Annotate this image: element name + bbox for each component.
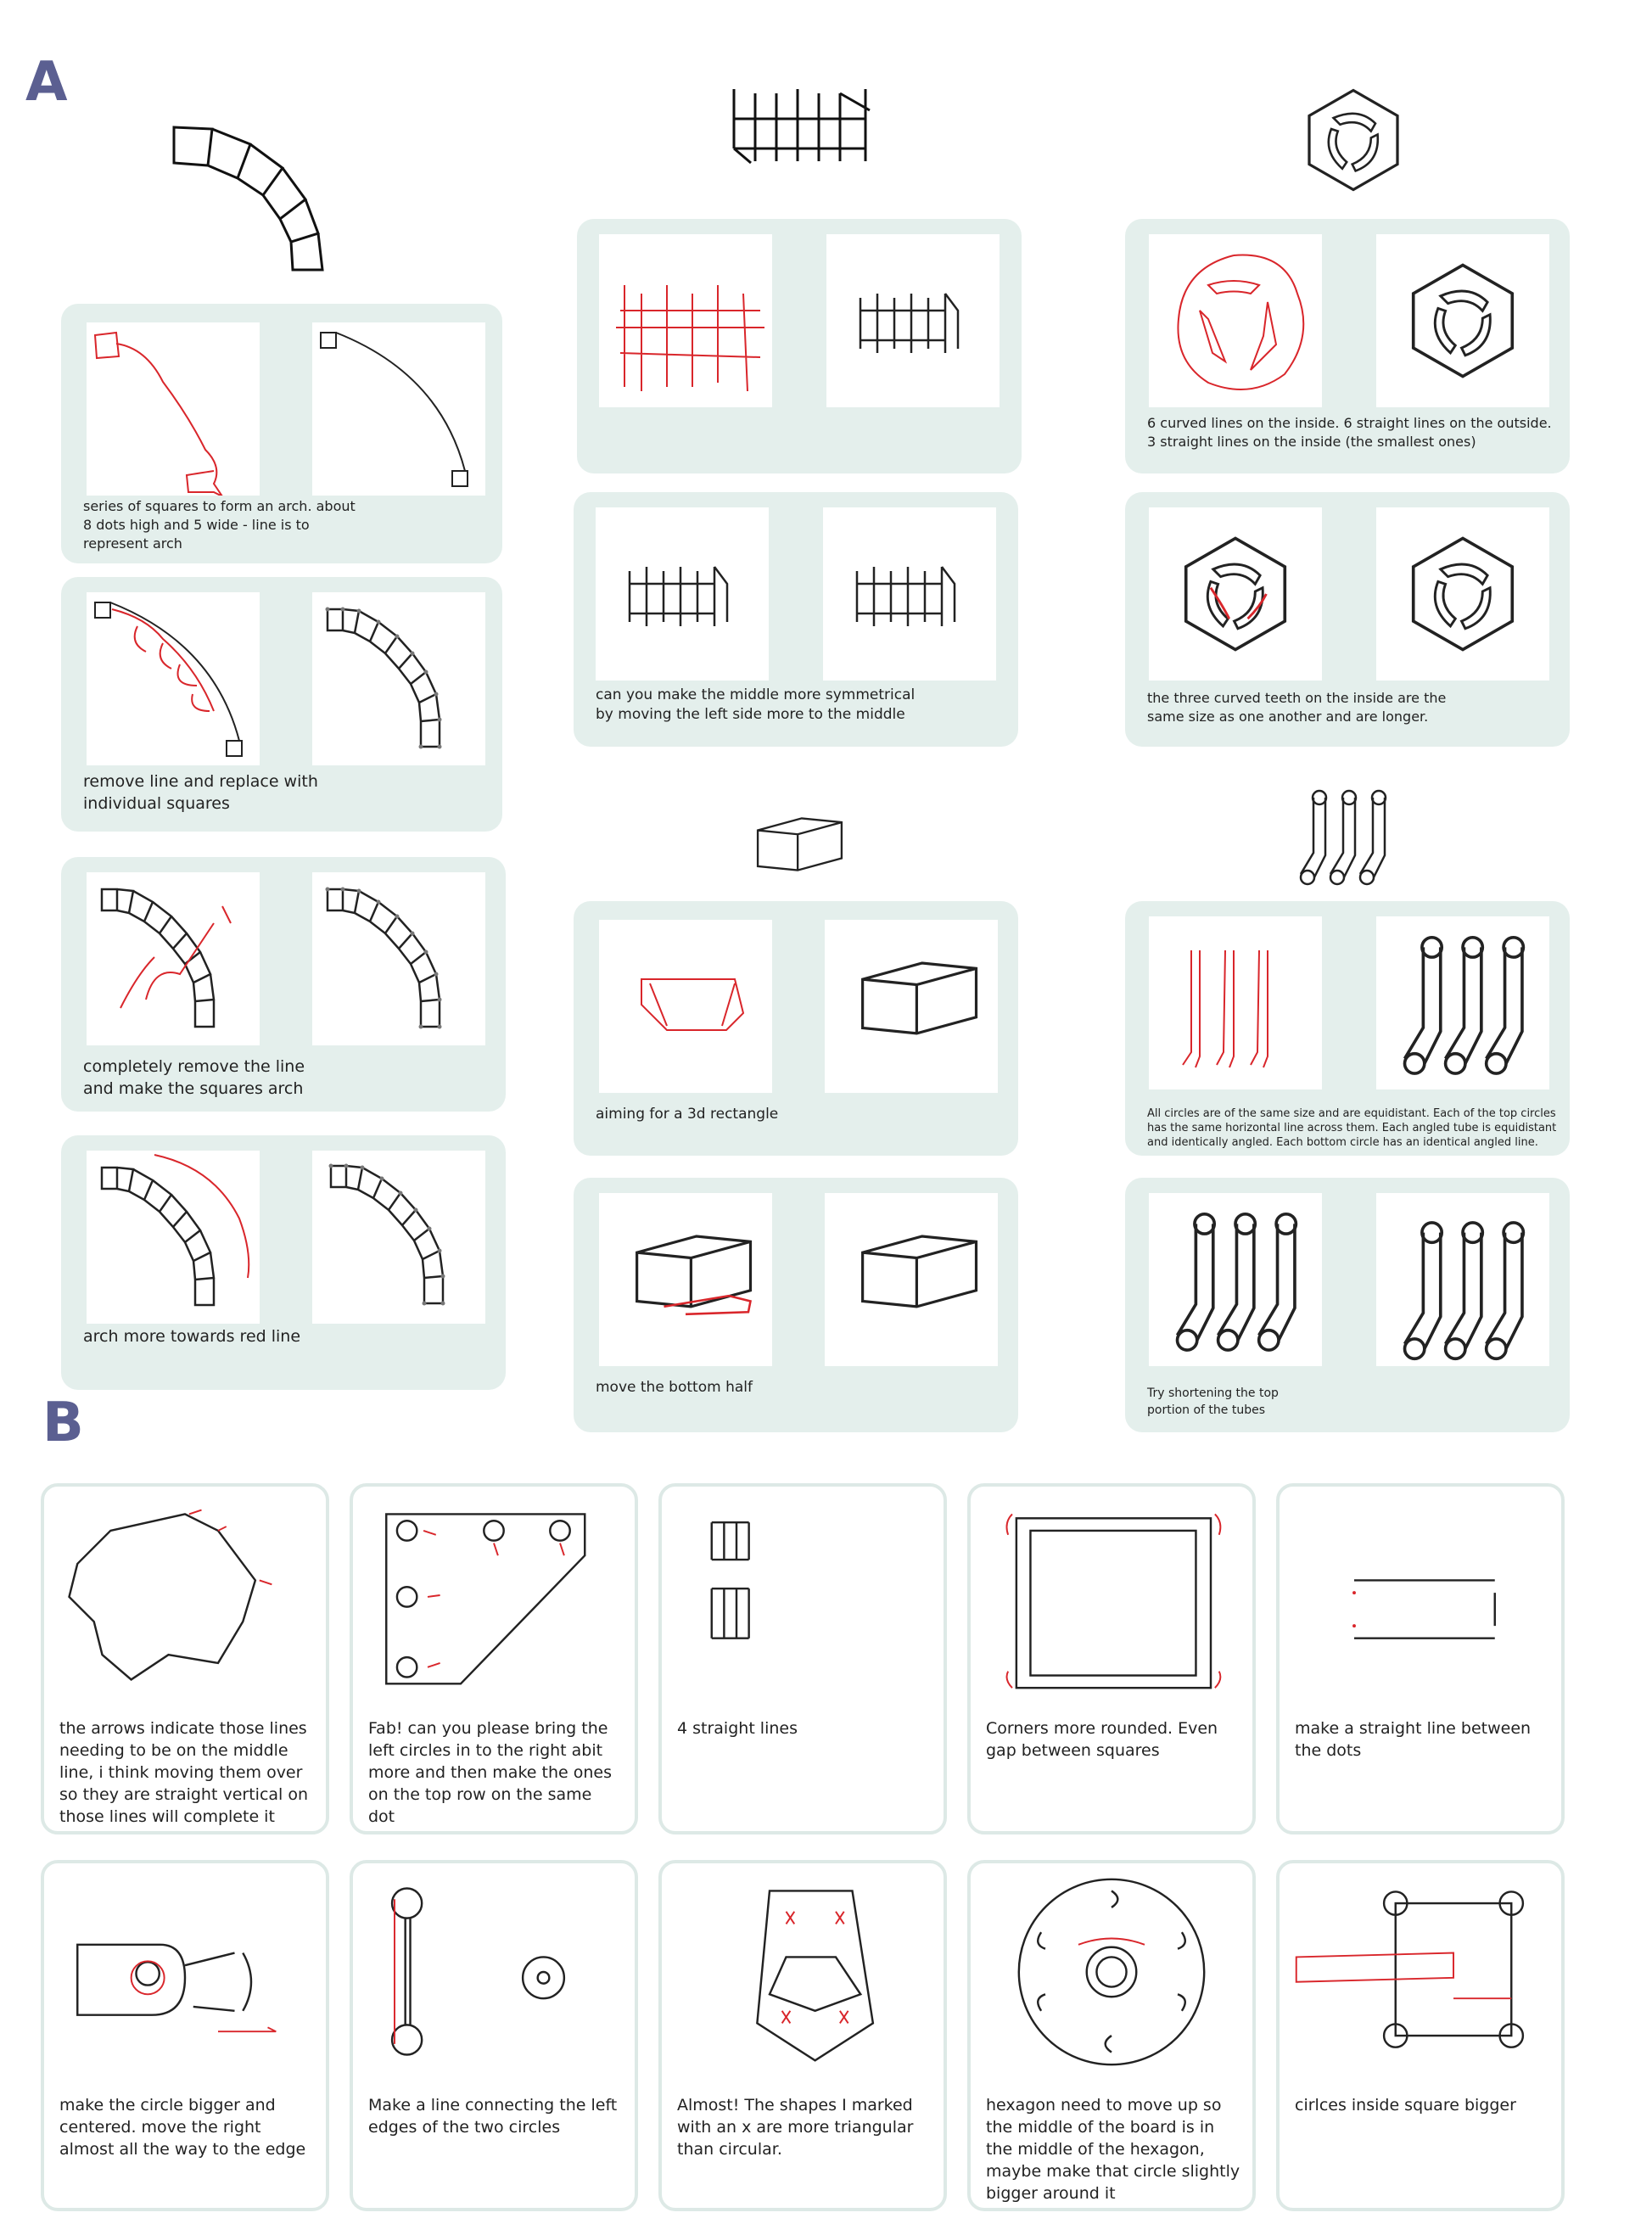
- b-card-1-text: the arrows indicate those lines needing to be on the middle line, i think moving them over so they are straight vertical on those lines will complete it: [59, 1719, 309, 1826]
- tubes-caption-1: All circles are of the same size and are equidistant. Each of the top circles has the same horizontal line across them. Each angled tube is equidistant and identically angled. Each bottom circle has an identical angled line.: [1147, 1107, 1557, 1149]
- b-card-2-text: Fab! can you please bring the left circles in to the right abit more and then make the ones on the top row on the same dot: [368, 1719, 612, 1826]
- result-panel: [1376, 1193, 1549, 1366]
- section-a-label: A: [25, 51, 68, 114]
- b-card-10-text: cirlces inside square bigger: [1295, 2096, 1516, 2115]
- sketch-panel: [87, 322, 260, 496]
- result-panel: [1376, 916, 1549, 1089]
- sketch-panel: [1149, 916, 1322, 1089]
- result-panel: [1376, 507, 1549, 681]
- result-panel: [823, 507, 996, 681]
- sketch-panel: [1149, 507, 1322, 681]
- box-card-2: [574, 1178, 1018, 1432]
- b-card-9-text: hexagon need to move up so the middle of the board is in the middle of the hexagon, maybe make that circle slightly bigger around it: [986, 2096, 1240, 2203]
- circles-drawing: [361, 1872, 626, 2071]
- result-panel: [312, 592, 485, 765]
- arch-card-1: [61, 304, 502, 563]
- grid-caption-2: can you make the middle more symmetrical by moving the left side more to the middle: [596, 686, 916, 723]
- sketch-panel: [1149, 1193, 1322, 1366]
- squares-drawing: [979, 1495, 1244, 1694]
- b-card-7: [350, 1860, 638, 2211]
- b-card-8: [658, 1860, 947, 2211]
- d-shape-drawing: [53, 1872, 317, 2071]
- sketch-panel: [599, 920, 772, 1093]
- b-card-10: [1276, 1860, 1565, 2211]
- sketch-panel: [596, 507, 769, 681]
- b-card-8-text: Almost! The shapes I marked with an x are more triangular than circular.: [677, 2096, 914, 2159]
- gear-drawing: [979, 1872, 1244, 2071]
- arch-caption-3: completely remove the line and make the squares arch: [83, 1057, 305, 1098]
- b-card-6-text: make the circle bigger and centered. move the right almost all the way to the edge: [59, 2096, 306, 2159]
- box-card-1: [574, 901, 1018, 1156]
- result-panel: [312, 1151, 485, 1324]
- dots-drawing: [1288, 1495, 1553, 1694]
- result-panel: [825, 1193, 998, 1366]
- b-card-4-text: Corners more rounded. Even gap between squares: [986, 1719, 1218, 1760]
- b-card-3: [658, 1483, 947, 1834]
- grid-card-1: [577, 219, 1022, 473]
- result-panel: [825, 920, 998, 1093]
- sketch-panel: [599, 1193, 772, 1366]
- tubes-card-2: [1125, 1178, 1570, 1432]
- tower-drawing: [670, 1872, 935, 2071]
- arch-thumbnail: [165, 119, 335, 288]
- arch-caption-2: remove line and replace with individual squares: [83, 772, 318, 813]
- box-caption-1: aiming for a 3d rectangle: [596, 1106, 779, 1123]
- sketch-panel: [87, 872, 260, 1045]
- lines-drawing: [670, 1495, 935, 1694]
- b-card-1: [41, 1483, 329, 1834]
- square-circles-drawing: [1288, 1872, 1553, 2071]
- arch-card-2: [61, 577, 502, 832]
- hexagon-card-2: [1125, 492, 1570, 747]
- result-panel: [312, 322, 485, 496]
- tubes-caption-2: Try shortening the top portion of the tubes: [1147, 1386, 1279, 1417]
- grid-thumbnail: [730, 85, 882, 170]
- b-card-7-text: Make a line connecting the left edges of the two circles: [368, 2096, 618, 2137]
- tubes-card-1: [1125, 901, 1570, 1156]
- hexagon-card-1: [1125, 219, 1570, 473]
- arch-caption-4: arch more towards red line: [83, 1327, 301, 1346]
- arch-caption-1: series of squares to form an arch. about 8 dots high and 5 wide - line is to represent arch: [83, 498, 356, 552]
- box-thumbnail: [738, 810, 861, 878]
- b-card-5: [1276, 1483, 1565, 1834]
- result-panel: [1376, 234, 1549, 407]
- result-panel: [312, 872, 485, 1045]
- sketch-panel: [87, 592, 260, 765]
- tubes-thumbnail: [1290, 785, 1408, 891]
- arch-card-4: [61, 1135, 506, 1390]
- star-drawing: [53, 1495, 317, 1694]
- section-b-label: B: [42, 1392, 84, 1454]
- b-card-6: [41, 1860, 329, 2211]
- result-panel: [826, 234, 1000, 407]
- sketch-panel: [599, 234, 772, 407]
- plate-drawing: [361, 1495, 626, 1694]
- grid-card-2: [574, 492, 1018, 747]
- sketch-panel: [1149, 234, 1322, 407]
- b-card-5-text: make a straight line between the dots: [1295, 1719, 1532, 1760]
- sketch-panel: [87, 1151, 260, 1324]
- hexagon-thumbnail: [1298, 85, 1408, 195]
- hexagon-caption-2: the three curved teeth on the inside are the same size as one another and are longer.: [1147, 690, 1447, 725]
- b-card-4: [967, 1483, 1256, 1834]
- hexagon-caption-1: 6 curved lines on the inside. 6 straight lines on the outside. 3 straight lines on the inside (the smallest ones): [1147, 415, 1552, 450]
- box-caption-2: move the bottom half: [596, 1379, 753, 1396]
- arch-card-3: [61, 857, 506, 1112]
- b-card-3-text: 4 straight lines: [677, 1719, 798, 1738]
- b-card-9: [967, 1860, 1256, 2211]
- b-card-2: [350, 1483, 638, 1834]
